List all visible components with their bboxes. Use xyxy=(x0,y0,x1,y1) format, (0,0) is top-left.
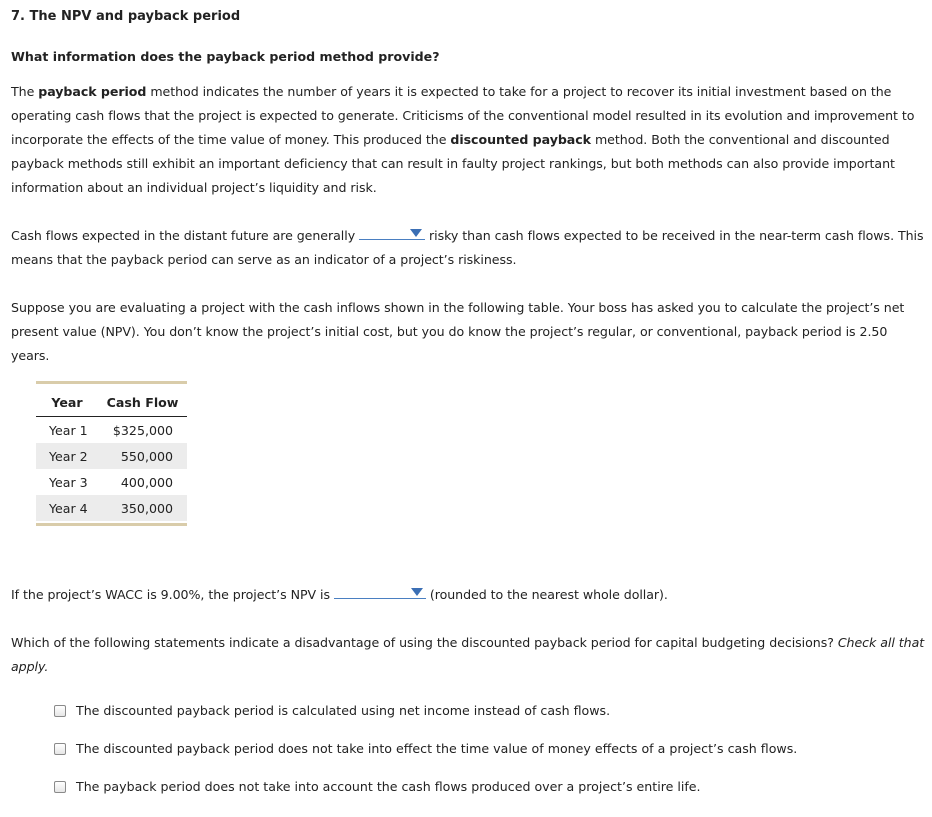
option-row[interactable] xyxy=(54,741,797,756)
intro-text-2: method indicates the number of years it is expected to take for a project to recover its initial investment based on the operating cash flows that the project is expected to generate. Criticisms of the conventional model resulted in its evolution and improvement to incorporate the effects of the time value of money. This produced the xyxy=(11,84,915,147)
option-row[interactable] xyxy=(54,779,701,794)
cash-flow-cell: 550,000 xyxy=(98,443,187,469)
cash-flow-cell: $325,000 xyxy=(112,422,173,438)
option-checkbox[interactable] xyxy=(54,705,66,717)
check-all-instruction: Check all that apply. xyxy=(11,635,925,674)
intro-paragraph xyxy=(11,80,926,200)
option-checkbox[interactable] xyxy=(54,743,66,755)
table-row xyxy=(36,443,187,469)
cash-flow-table xyxy=(36,381,187,526)
cash-flow-cell: 350,000 xyxy=(98,495,187,521)
year-cell: Year 2 xyxy=(36,443,98,469)
risk-text-before: Cash flows expected in the distant future are generally xyxy=(11,228,360,243)
column-header-cash-flow: Cash Flow xyxy=(98,391,187,417)
risk-question xyxy=(11,224,926,272)
disadvantage-text: Which of the following statements indicate a disadvantage of using the discounted payback period for capital budgeting decisions? xyxy=(11,635,838,650)
npv-text-after: (rounded to the nearest whole dollar). xyxy=(425,587,668,602)
scenario-paragraph: Suppose you are evaluating a project with the cash inflows shown in the following table. Your boss has asked you to calculate the project’s net present value (NPV). You don’t know the project’s initial cost, but you do know the project’s regular, or conventional, payback period is 2.50 years. xyxy=(11,300,905,363)
intro-text-1: The xyxy=(11,84,39,99)
option-label: The payback period does not take into account the cash flows produced over a project’s entire life. xyxy=(76,779,701,794)
table-top-border xyxy=(36,381,187,384)
intro-bold-payback: payback period xyxy=(38,84,147,99)
intro-text-3: method. Both the conventional and discounted payback methods still exhibit an important deficiency that can result in faulty project rankings, but both methods can also provide important information about an individual project’s liquidity and risk. xyxy=(11,132,895,195)
table-row xyxy=(36,495,187,521)
table-row xyxy=(36,469,187,495)
table-bottom-border xyxy=(36,523,187,526)
chevron-down-icon xyxy=(411,588,423,596)
option-label: The discounted payback period does not take into effect the time value of money effects of a project’s cash flows. xyxy=(76,741,798,756)
risk-dropdown[interactable] xyxy=(359,225,425,240)
risk-text-after: risky than cash flows expected to be received in the near-term cash flows. This means that the payback period can serve as an indicator of a project’s riskiness. xyxy=(11,228,924,267)
npv-text-before: If the project’s WACC is 9.00%, the project’s NPV is xyxy=(11,587,334,602)
npv-question xyxy=(11,583,926,607)
chevron-down-icon xyxy=(410,229,422,237)
option-checkbox[interactable] xyxy=(54,781,66,793)
npv-dropdown[interactable] xyxy=(334,584,426,599)
column-header-year: Year xyxy=(36,391,98,417)
year-cell: Year 4 xyxy=(36,495,98,521)
intro-bold-discounted: discounted payback xyxy=(450,132,592,147)
year-cell: Year 1 xyxy=(49,422,88,438)
cash-flow-cell: 400,000 xyxy=(120,474,173,490)
disadvantage-question xyxy=(11,631,926,679)
question-title: 7. The NPV and payback period xyxy=(11,9,241,24)
year-cell: Year 3 xyxy=(49,474,88,490)
table-row xyxy=(36,417,187,444)
question-subtitle: What information does the payback period method provide? xyxy=(11,49,440,64)
option-row[interactable] xyxy=(54,703,610,718)
option-label: The discounted payback period is calculated using net income instead of cash flows. xyxy=(76,703,611,718)
